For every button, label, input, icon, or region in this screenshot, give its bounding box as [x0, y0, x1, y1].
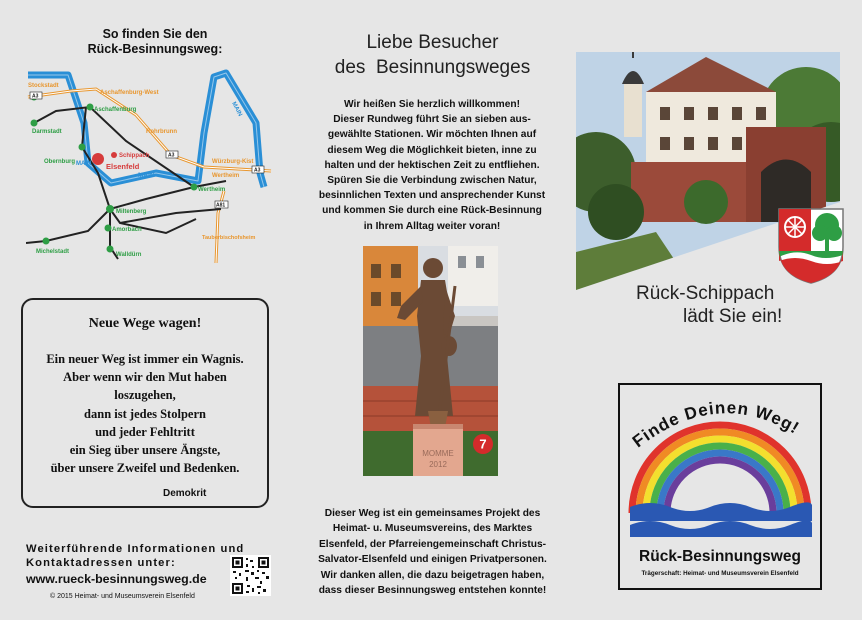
project-text [300, 506, 565, 598]
map-label-a3-3: A3 [254, 167, 261, 174]
logo-subtitle: Trägerschaft: Heimat- und Museumsverein Elsenfeld [641, 570, 799, 577]
website-link[interactable]: www.rueck-besinnungsweg.de [26, 572, 207, 586]
qr-code[interactable] [230, 555, 271, 596]
quote-line: dann ist jedes Stolpern [84, 406, 206, 421]
info-title-line1: Weiterführende Informationen und [26, 543, 245, 555]
project-line: dass dieser Besinnungsweg entstehen konnte! [318, 585, 547, 597]
map-label-darmstadt: Darmstadt [32, 129, 62, 135]
welcome-line: in Ihrem Alltag weiter voran! [363, 220, 501, 232]
map-label-wallduern: Walldürn [116, 252, 142, 258]
logo-arc-text: Finde Deinen Weg! [628, 398, 803, 452]
map-label-aschaffenburg: Aschaffenburg [94, 107, 137, 113]
map-label-schippach: Schippach [119, 153, 150, 159]
map-label-stockstadt: Stockstadt [28, 83, 59, 89]
station-number-badge: 7 [479, 436, 487, 452]
welcome-title [305, 30, 560, 80]
welcome-line: diesem Weg die Möglichkeit bieten, inne zu [327, 144, 537, 156]
map-label-main-2: MAIN [76, 161, 92, 167]
slogan-line2: lädt Sie ein! [683, 306, 783, 327]
map-label-aschaffenburg-west: Aschaffenburg-West [100, 90, 159, 96]
map-title-line1: So finden Sie den [102, 27, 208, 41]
quote-line: und jeder Fehltritt [95, 424, 195, 439]
welcome-line: besinnlichen Texten und ansprechender Kunst [318, 190, 546, 202]
slogan-line1: Rück-Schippach [636, 283, 775, 304]
map-label-main-1: MAIN [138, 172, 155, 179]
copyright-notice: © 2015 Heimat- und Museumsverein Elsenfeld [50, 593, 195, 600]
map-label-a3-2: A3 [168, 152, 175, 159]
map-label-a3-1: A3 [32, 93, 39, 100]
map-label-amorbach: Amorbach [112, 227, 142, 233]
project-line: Salvator-Elsenfeld und einigen Privatpersonen. [318, 554, 547, 566]
map-title [60, 27, 250, 57]
coat-of-arms [775, 205, 847, 285]
map-label-rohrbrunn: Rohrbrunn [146, 129, 177, 135]
welcome-title-line2: des Besinnungsweges [334, 57, 531, 78]
quote-line: über unsere Zweifel und Bedenken. [50, 461, 240, 476]
map-label-obernburg: Obernburg [44, 159, 75, 165]
plinth-inscription-name: MOMME [422, 449, 454, 458]
welcome-text [298, 97, 566, 234]
quote-body [29, 350, 261, 477]
project-line: Elsenfeld, der Pfarreiengemeinschaft Christus- [318, 538, 547, 550]
map-label-main-3: MAIN [230, 101, 243, 118]
map-label-wertheim-motorway: Wertheim [212, 173, 240, 179]
project-line: Heimat- u. Museumsvereins, des Marktes [332, 523, 533, 535]
quote-box [21, 298, 269, 508]
map-label-miltenberg: Miltenberg [116, 209, 147, 215]
welcome-line: gewählte Stationen. Wir möchten Ihnen auf [327, 129, 537, 141]
quote-line: loszugehen, [114, 388, 176, 403]
map-label-a81: A81 [216, 202, 226, 209]
welcome-line: Wir heißen Sie herzlich willkommen! [344, 99, 520, 110]
welcome-title-line1: Liebe Besucher [366, 32, 499, 53]
welcome-line: halten und der hektischen Zeit zu entfliehen. [324, 159, 540, 171]
welcome-line: Dieser Rundweg führt Sie an sieben aus- [333, 114, 531, 126]
logo-title: Rück-Besinnungsweg [639, 548, 801, 565]
map-label-elsenfeld: Elsenfeld [106, 162, 140, 171]
map-title-line2: Rück-Besinnungsweg: [87, 42, 223, 56]
quote-line: Aber wenn wir den Mut haben [63, 370, 227, 385]
welcome-line: Spüren Sie die Verbindung zwischen Natur, [327, 175, 537, 187]
statue-photo [363, 246, 498, 476]
map-label-michelstadt: Michelstadt [36, 249, 70, 255]
quote-line: ein Sieg über unsere Ängste, [69, 443, 221, 458]
project-line: Wir danken allen, die dazu beigetragen haben, [320, 569, 545, 581]
quote-title: Neue Wege wagen! [88, 316, 202, 331]
project-line: Dieser Weg ist ein gemeinsames Projekt des [324, 508, 541, 519]
plinth-inscription-year: 2012 [429, 460, 447, 469]
map-label-wuerzburg-kist: Würzburg-Kist [212, 159, 254, 165]
map-label-tauberbischofsheim: Tauberbischofsheim [202, 235, 256, 241]
quote-line: Ein neuer Weg ist immer ein Wagnis. [46, 352, 244, 366]
welcome-line: und kommen Sie durch eine Rück-Besinnung [322, 205, 542, 217]
map-label-wertheim: Wertheim [198, 187, 226, 193]
logo-box [618, 383, 822, 590]
info-title-line2: Kontaktadressen unter: [26, 556, 176, 569]
quote-author: Demokrit [163, 488, 207, 499]
route-map [26, 63, 288, 268]
